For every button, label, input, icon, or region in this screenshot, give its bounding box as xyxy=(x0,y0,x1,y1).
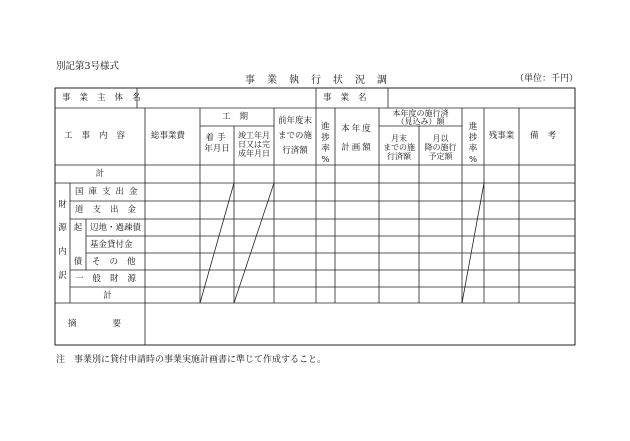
prev-executed-line1: 前年度末 xyxy=(277,116,312,126)
work-content-header: 工事内容 xyxy=(64,131,135,141)
end-date-line1: 竣工年月 xyxy=(238,131,270,140)
subtotal-label: 計 xyxy=(95,169,105,179)
progress-rate-b-4: % xyxy=(468,155,478,165)
after-month-line1: 月以 xyxy=(432,134,449,143)
remarks-header: 備考 xyxy=(530,131,566,141)
finance-group-char-2: 源 xyxy=(58,223,67,233)
plan-amount-line2: 計画額 xyxy=(341,143,373,153)
entity-label: 事業主体名 xyxy=(62,93,150,103)
month-end-line3: 行済額 xyxy=(387,152,411,161)
row-bond-other: その他 xyxy=(92,257,145,267)
progress-rate-a-3: 率 xyxy=(321,144,330,154)
expected-header-line1: 本年度の施行済 xyxy=(392,109,449,118)
after-month-line3: 予定額 xyxy=(428,152,453,161)
remaining-header: 残事業 xyxy=(488,131,515,141)
progress-rate-b-3: 率 xyxy=(468,144,478,154)
progress-rate-b-2: 捗 xyxy=(468,133,478,143)
unit-label: （単位：千円） xyxy=(515,74,579,84)
period-header: 工期 xyxy=(222,112,258,122)
row-bond-henchi: 辺地・過疎債 xyxy=(90,223,142,233)
bond-group-char-1: 起 xyxy=(73,223,83,233)
progress-rate-a-2: 捗 xyxy=(321,133,330,143)
expected-header-line2: （見込み）額 xyxy=(396,117,445,126)
bond-group-char-2: 債 xyxy=(73,257,83,267)
form-number: 別記第3号様式 xyxy=(56,61,120,72)
month-end-line1: 月末 xyxy=(391,134,407,143)
progress-rate-a-1: 進 xyxy=(321,122,330,132)
after-month-line2: 降の施行 xyxy=(424,143,457,152)
row-kokko: 国庫支出金 xyxy=(75,187,143,197)
start-date-line1: 着手 xyxy=(205,133,229,143)
month-end-line2: までの施 xyxy=(383,143,415,152)
plan-amount-line1: 本年度 xyxy=(341,124,373,134)
progress-rate-b-1: 進 xyxy=(468,122,478,132)
total-label: 計 xyxy=(103,291,112,301)
project-label: 事業名 xyxy=(323,93,376,103)
finance-group-char-3: 内 xyxy=(58,247,67,257)
footnote: 注 事業別に貸付申請時の事業実施計画書に準じて作成すること。 xyxy=(56,355,327,365)
progress-rate-a-4: % xyxy=(321,155,330,165)
start-date-line2: 年月日 xyxy=(204,144,230,154)
end-date-line3: 成年月日 xyxy=(238,149,270,158)
document-title: 事業執行状況調 xyxy=(245,75,399,86)
row-ippan: 一般財源 xyxy=(75,274,146,284)
finance-group-char-1: 財 xyxy=(58,200,67,210)
prev-executed-line2: までの施 xyxy=(277,131,312,141)
finance-group-char-4: 訳 xyxy=(58,271,67,281)
end-date-line2: 日又は完 xyxy=(238,140,270,149)
summary-label: 摘要 xyxy=(68,319,158,329)
prev-executed-line3: 行済額 xyxy=(282,146,308,156)
total-cost-header: 総事業費 xyxy=(151,131,186,141)
row-doshi: 道支出金 xyxy=(75,205,146,215)
row-bond-kikin: 基金貸付金 xyxy=(90,240,133,250)
